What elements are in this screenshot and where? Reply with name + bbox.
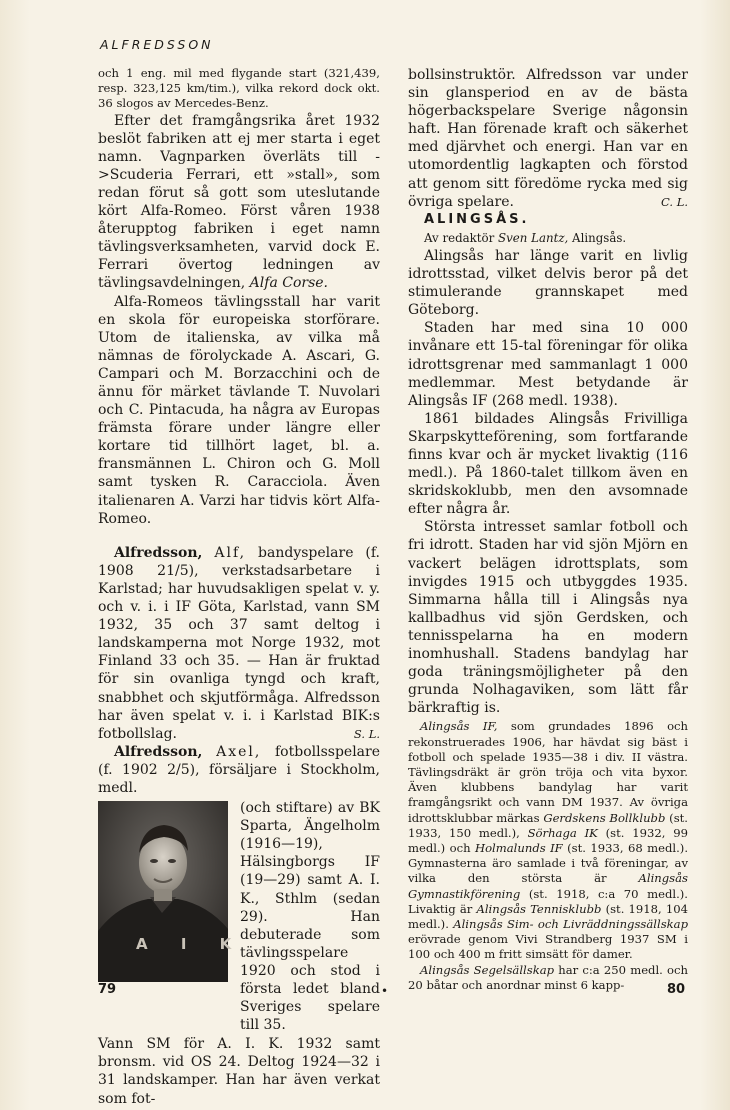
entry-axel-alfredsson <box>98 743 380 1108</box>
italic-name: Alfa Corse. <box>249 275 328 292</box>
club-name: Sörhaga IK <box>527 825 598 840</box>
club-info: (st. 1933, 150 medl.), <box>408 810 688 840</box>
paragraph: Alingsås har länge varit en livlig idrottsstad, vilket delvis beror på det stimulerande grannskapet med Göteborg. <box>408 247 688 319</box>
club-name: Alingsås Gymnastikförening <box>408 871 688 901</box>
jersey-letters: A I K <box>136 935 246 954</box>
entry-body: (och stiftare) av BK Sparta, Ängelholm (1916—19), Hälsingborgs IF (19—29) samt A. I. K., Sthlm (sedan 29). Han debuterade som tävlingsspelare 1920 och stod i första ledet bland Sveriges spelare till 35. <box>240 800 380 1034</box>
signature: C. L. <box>661 194 688 209</box>
entry-body: bandyspelare (f. 1908 21/5), verkstadsarbetare i Karlstad; har huvudsakligen spelat v. y. och v. i. i IF Göta, Karlstad, vann SM 1932, 35 och 37 samt deltog i landskamperna mot Norge 1932, mot Finland 33 och 35. — Han är fruktad för sin ovanliga tyngd och kraft, snabbhet och skjutförmåga. Alfredsson har även spelat v. i. i Karlstad BIK:s fotbollslag. <box>98 544 381 742</box>
paragraph: Alfa-Romeos tävlingsstall har varit en skola för europeiska storförare. Utom de italienska, av vilka må nämnas de förolyckade A. Ascari, G. Campari och M. Borzacchini och de ännu för märket tävlande T. Nuvolari och C. Pintacuda, ha några av Europas främsta förare under längre eller kortare tid tillhört laget, bl. a. fransmännen L. Chiron och G. Moll samt tysken R. Caracciola. Även italienaren A. Varzi har tidvis kört Alfa-Romeo. <box>98 293 380 527</box>
club-name: Alingsås Sim- och Livräddningssällskap <box>453 917 689 932</box>
entry-given-name: Axel, <box>216 743 262 760</box>
paragraph <box>408 963 688 993</box>
entry-surname: Alfredsson, <box>114 544 203 561</box>
entry-text <box>98 544 380 743</box>
paragraph: och 1 eng. mil med flygande start (321,439, resp. 323,125 km/tim.), vilka rekord dock okt. 36 slogos av Mercedes-Benz. <box>98 66 380 111</box>
club-info: (st. 1918, c:a 70 medl.). Livaktig är <box>408 886 688 916</box>
paragraph: 1861 bildades Alingsås Frivilliga Skarpskytteförening, som fortfarande finns kvar och är mycket livaktig (116 medl.). På 1860-talet tillkom även en skridskoklubb, men den avsomnade efter några år. <box>408 410 688 518</box>
club-name: Alingsås IF, <box>420 719 498 734</box>
portrait-illustration <box>98 801 246 982</box>
right-column <box>408 66 688 993</box>
club-info: (st. 1918, 104 medl.). <box>408 901 689 932</box>
paragraph-text: bollsinstruktör. Alfredsson var under sin glansperiod en av de bästa högerbackspelare Sverige någonsin haft. Han förenade kraft och säkerhet med djärvhet och energi. Han var en utomordentlig lagkapten och förstod att genom sitt föredöme rycka med sig övriga spelare. <box>408 67 688 210</box>
signature: S. L. <box>353 726 380 741</box>
paragraph <box>408 719 688 962</box>
photo-block <box>98 799 380 1034</box>
portrait-photo <box>98 801 246 982</box>
club-details <box>408 719 688 993</box>
paragraph <box>408 66 688 211</box>
club-info: erövrade genom Vivi Strandberg 1937 SM i 100 och 400 m fritt simsätt för damer. <box>408 932 688 962</box>
club-name: Gerdskens Bollklubb <box>543 810 666 825</box>
paragraph-text: Efter det framgångsrika året 1932 beslöt fabriken att ej mer starta i eget namn. Vagnparken överläts till ->Scuderia Ferrari, ett »stall», som redan förut så gott som uteslutande kört Alfa-Romeo. Först våren 1938 återupptog fabriken i eget namn tävlingsverksamheten, varvid dock E. Ferrari övertog ledningen av tävlingsavdelningen, <box>98 112 380 292</box>
entry-body: Vann SM för A. I. K. 1932 samt bronsm. vid OS 24. Deltog 1924—32 i 31 landskamper. Han har även verkat som fot- <box>98 1036 380 1107</box>
entry-surname: Alfredsson, <box>114 743 203 760</box>
entry-given-name: Alf, <box>214 544 247 561</box>
paragraph <box>98 112 380 293</box>
entry-body: fotbollsspelare (f. 1902 2/5), försäljare i Stockholm, medl. <box>98 743 380 796</box>
paragraph-text: har c:a 250 medl. och 20 båtar och anordnar minst 6 kapp- <box>408 962 688 992</box>
byline-author: Sven Lantz, <box>498 230 569 245</box>
center-mark: • <box>381 984 389 998</box>
paragraph: Staden har med sina 10 000 invånare ett 15-tal föreningar för olika idrottsgrenar med sammanlagt 1 000 medlemmar. Mest betydande är Alingsås IF (268 medl. 1938). <box>408 320 688 409</box>
club-info: (st. 1932, 99 medl.) och <box>408 825 688 855</box>
paragraph: Största intresset samlar fotboll och fri idrott. Staden har vid sjön Mjörn en vackert belägen idrottsplats, som invigdes 1915 och utbyggdes 1935. Simmarna hålla till i Alingsås nya kallbadhus vid sjön Gerdsken, och tennisspelarna ha en modern inomhushall. Stadens bandylag har goda träningsmöjligheter på den grunda Nolhagaviken, som lätt får bärkraftig is. <box>408 519 688 717</box>
byline <box>408 229 688 247</box>
alfa-romeo-continuation <box>98 66 380 112</box>
club-name: Holmalunds IF <box>474 841 563 855</box>
club-info: (st. 1933, 68 medl.). Gymnasterna äro samlade i två föreningar, av vilka den största är <box>408 841 689 886</box>
paragraph-text: som grundades 1896 och rekonstruerades 1906, har hävdat sig bäst i fotboll och spelade 1935—38 i div. II västra. Tävlingsdräkt är grön tröja och vita byxor. Även klubbens bandylag har varit framgångsrikt och vann DM 1937. Av övriga idrottsklubbar märkas <box>408 719 689 825</box>
section-heading: ALINGSÅS. <box>424 211 530 227</box>
entry-alf-alfredsson <box>98 544 380 743</box>
byline-place: Alingsås. <box>572 230 627 245</box>
left-column <box>98 66 380 1108</box>
club-name: Alingsås Tennisklubb <box>476 901 602 916</box>
club-name: Alingsås Segelsällskap <box>420 962 555 977</box>
running-head: ALFREDSSON <box>100 37 214 52</box>
page-number-left: 79 <box>98 982 117 997</box>
entry-text <box>98 743 380 797</box>
photo-side-text <box>240 799 380 1034</box>
page-number-right: 80 <box>667 982 686 997</box>
byline-prefix: Av redaktör <box>424 230 495 245</box>
